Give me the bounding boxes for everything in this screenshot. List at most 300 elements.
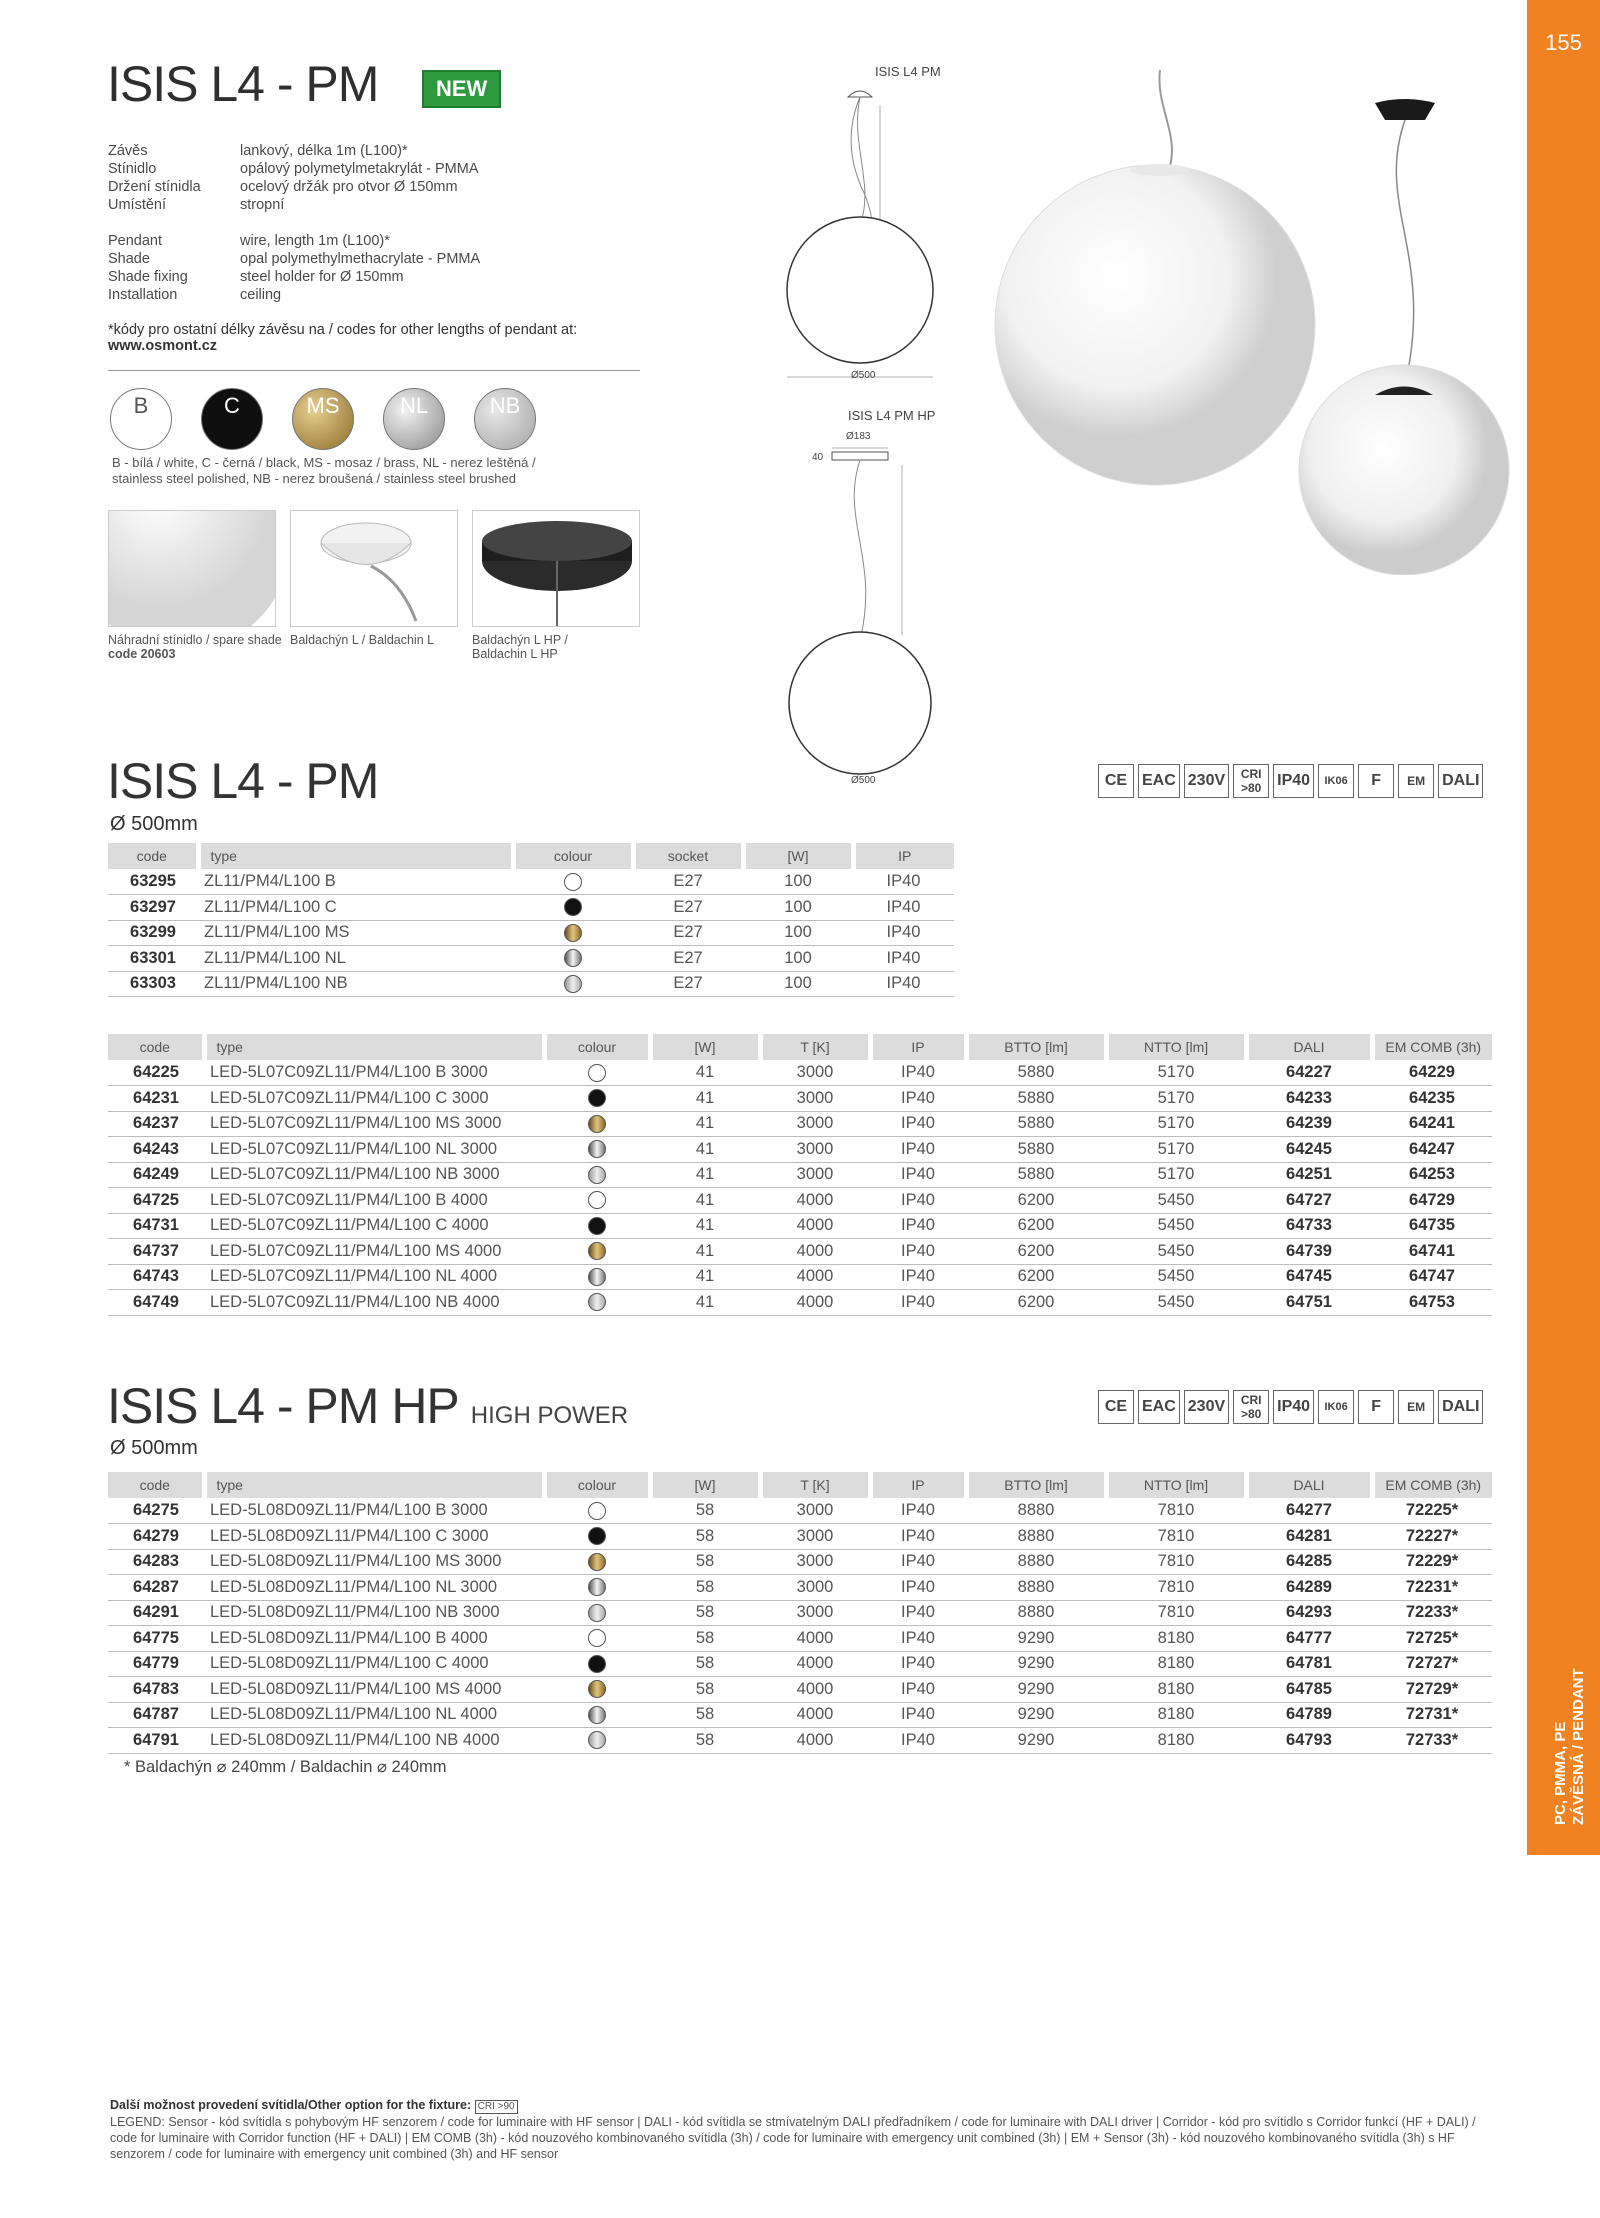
colour-swatch-icon [588, 1706, 606, 1724]
table-cell: IP40 [870, 1651, 966, 1677]
table-row [108, 1524, 1492, 1550]
spec-row: Umístění stropní [108, 197, 285, 213]
table-row [108, 920, 954, 946]
table-cell: 41 [650, 1060, 760, 1086]
table-cell: 5880 [966, 1137, 1106, 1163]
table-cell: ZL11/PM4/L100 NB [198, 971, 513, 997]
table-cell: 5170 [1106, 1162, 1246, 1188]
colour-swatch-icon [588, 1166, 606, 1184]
legend-text: LEGEND: Sensor - kód svítidla s pohybovým HF senzorem / code for luminaire with HF sensor | DALI - kód svítidla se stmívatelným DALI předřadníkem / code for luminaire with DALI driver | Corridor - kód pro svítidlo s Corridor funkcí (HF + DALI) / code for luminaire with Corridor function (HF + DALI) | EM COMB (3h) - kód nouzového kombinovaného svítidla (3h) / code for luminaire with emergency unit combined (3h) | EM + Sensor (3h) - kód nouzového kombinovaného svítidla (3h) s HF senzorem / code for luminaire with emergency unit combined (3h) and HF sensor [110, 2115, 1476, 2161]
colour-swatch-icon [588, 1502, 606, 1520]
col-header: code [108, 843, 198, 869]
ip-icon: IP40 [1273, 764, 1314, 798]
table-cell: 72229* [1372, 1549, 1492, 1575]
cert-icons-pm [1098, 764, 1483, 798]
table-cell: 64787 [108, 1702, 204, 1728]
colour-swatch-icon [588, 1293, 606, 1311]
table-cell: 5880 [966, 1111, 1106, 1137]
table-cell: 8180 [1106, 1677, 1246, 1703]
colour-swatch-icon [588, 1064, 606, 1082]
table-cell: IP40 [870, 1137, 966, 1163]
table-row [108, 1728, 1492, 1754]
table-cell: IP40 [870, 1600, 966, 1626]
colour-cell [544, 1188, 650, 1214]
table-cell: 9290 [966, 1728, 1106, 1754]
colour-cell [513, 920, 633, 946]
table-row [108, 1498, 1492, 1524]
table-cell: 5170 [1106, 1137, 1246, 1163]
table-cell: 7810 [1106, 1600, 1246, 1626]
table-cell: 64737 [108, 1239, 204, 1265]
table-cell: 64231 [108, 1086, 204, 1112]
table-cell: 7810 [1106, 1498, 1246, 1524]
table-cell: 7810 [1106, 1524, 1246, 1550]
table-cell: 63303 [108, 971, 198, 997]
f-mark-icon: F [1358, 1390, 1394, 1424]
col-header: type [198, 843, 513, 869]
table-cell: 5880 [966, 1162, 1106, 1188]
table-cell: IP40 [853, 920, 954, 946]
ce-icon: CE [1098, 764, 1134, 798]
table-cell: 4000 [760, 1264, 870, 1290]
drawing-hp-top-dim: Ø183 [846, 431, 871, 442]
table-cell: 58 [650, 1524, 760, 1550]
table-cell: 64777 [1246, 1626, 1372, 1652]
table-cell: 8180 [1106, 1728, 1246, 1754]
table-row [108, 1549, 1492, 1575]
table-cell: 7810 [1106, 1549, 1246, 1575]
table-cell: 64249 [108, 1162, 204, 1188]
table-cell: 72225* [1372, 1498, 1492, 1524]
table-cell: 64251 [1246, 1162, 1372, 1188]
table-cell: IP40 [853, 971, 954, 997]
col-header: colour [544, 1472, 650, 1498]
eac-icon: EAC [1138, 1390, 1180, 1424]
col-header: DALI [1246, 1472, 1372, 1498]
colour-cell [544, 1626, 650, 1652]
table-cell: 64749 [108, 1290, 204, 1316]
colour-swatch-icon [588, 1089, 606, 1107]
colour-cell [544, 1239, 650, 1265]
table-cell: IP40 [870, 1111, 966, 1137]
divider [108, 370, 640, 371]
table-cell: 72725* [1372, 1626, 1492, 1652]
table-cell: 100 [743, 920, 853, 946]
table-cell: IP40 [870, 1677, 966, 1703]
eac-icon: EAC [1138, 764, 1180, 798]
colour-swatch-icon [588, 1268, 606, 1286]
table-cell: 64285 [1246, 1549, 1372, 1575]
cert-icons-hp [1098, 1390, 1483, 1424]
table-cell: LED-5L07C09ZL11/PM4/L100 B 3000 [204, 1060, 544, 1086]
colour-cell [544, 1213, 650, 1239]
spare-shade-caption: Náhradní stínidlo / spare shade code 20603 [108, 633, 282, 661]
spec-row: Stínidlo opálový polymetylmetakrylát - PMMA [108, 161, 479, 177]
table-cell: 41 [650, 1290, 760, 1316]
table-cell: 5170 [1106, 1086, 1246, 1112]
table-cell: 64253 [1372, 1162, 1492, 1188]
spec-row: Shade opal polymethylmethacrylate - PMMA [108, 251, 481, 267]
colour-cell [544, 1677, 650, 1703]
col-header: IP [870, 1472, 966, 1498]
table-cell: 3000 [760, 1600, 870, 1626]
swatch-legend: B - bílá / white, C - černá / black, MS - mosaz / brass, NL - nerez leštěná / stainless steel polished, NB - nerez broušená / stainless steel brushed [112, 455, 536, 486]
table-cell: IP40 [870, 1702, 966, 1728]
table-cell: 58 [650, 1728, 760, 1754]
colour-swatch-icon [564, 898, 582, 916]
emergency-icon: EM [1398, 764, 1434, 798]
table-cell: 64291 [108, 1600, 204, 1626]
table-cell: 41 [650, 1111, 760, 1137]
drawing-hp-side-dim: 40 [812, 452, 824, 463]
table-cell: IP40 [853, 869, 954, 895]
ik-icon: IK06 [1318, 764, 1354, 798]
colour-swatch-icon [588, 1731, 606, 1749]
table-cell: 64791 [108, 1728, 204, 1754]
table-pm-led [108, 1034, 1492, 1316]
table-cell: 3000 [760, 1524, 870, 1550]
specs-cz [108, 142, 479, 214]
table-cell: 64783 [108, 1677, 204, 1703]
table-cell: 41 [650, 1137, 760, 1163]
table-cell: 41 [650, 1188, 760, 1214]
table-cell: IP40 [870, 1264, 966, 1290]
table-cell: ZL11/PM4/L100 B [198, 869, 513, 895]
colour-swatch-icon [588, 1680, 606, 1698]
table-cell: 64743 [108, 1264, 204, 1290]
table-cell: 4000 [760, 1677, 870, 1703]
table-cell: 8180 [1106, 1651, 1246, 1677]
colour-swatch-icon [564, 949, 582, 967]
specs-en [108, 232, 480, 304]
table-cell: 72727* [1372, 1651, 1492, 1677]
table-cell: LED-5L07C09ZL11/PM4/L100 C 3000 [204, 1086, 544, 1112]
table-cell: IP40 [870, 1060, 966, 1086]
col-header: BTTO [lm] [966, 1472, 1106, 1498]
colour-swatch-icon [588, 1578, 606, 1596]
table-cell: 4000 [760, 1239, 870, 1265]
table-cell: IP40 [870, 1162, 966, 1188]
col-header: colour [513, 843, 633, 869]
swatch-brass: MS [292, 388, 354, 450]
table-cell: 64781 [1246, 1651, 1372, 1677]
diameter-hp: Ø 500mm [110, 1437, 198, 1459]
col-header: [W] [650, 1034, 760, 1060]
table-cell: LED-5L07C09ZL11/PM4/L100 NL 4000 [204, 1264, 544, 1290]
table-cell: LED-5L08D09ZL11/PM4/L100 C 3000 [204, 1524, 544, 1550]
baldachin-l-caption: Baldachýn L / Baldachin L [290, 633, 435, 647]
table-pm-e27 [108, 843, 954, 997]
col-header: T [K] [760, 1472, 870, 1498]
colour-cell [513, 971, 633, 997]
table-cell: 3000 [760, 1086, 870, 1112]
table-cell: 63297 [108, 895, 198, 921]
side-label-line-2: ZÁVĚSNÁ / PENDANT [1570, 1668, 1587, 1825]
table-cell: 64289 [1246, 1575, 1372, 1601]
table-cell: 5450 [1106, 1290, 1246, 1316]
table-cell: IP40 [870, 1549, 966, 1575]
table-cell: 4000 [760, 1702, 870, 1728]
cri-icon: CRI >80 [1233, 1390, 1269, 1424]
table-cell: IP40 [870, 1498, 966, 1524]
colour-cell [544, 1498, 650, 1524]
colour-cell [544, 1111, 650, 1137]
colour-cell [544, 1575, 650, 1601]
table-cell: 5450 [1106, 1239, 1246, 1265]
table-cell: 64233 [1246, 1086, 1372, 1112]
table-row [108, 946, 954, 972]
table-cell: E27 [633, 946, 743, 972]
table-cell: ZL11/PM4/L100 NL [198, 946, 513, 972]
table-cell: 4000 [760, 1290, 870, 1316]
table-row [108, 971, 954, 997]
table-cell: 4000 [760, 1728, 870, 1754]
colour-swatch-icon [564, 873, 582, 891]
table-row [108, 869, 954, 895]
table-cell: 41 [650, 1086, 760, 1112]
table-cell: 4000 [760, 1626, 870, 1652]
table-cell: LED-5L08D09ZL11/PM4/L100 NL 3000 [204, 1575, 544, 1601]
colour-swatch-icon [588, 1191, 606, 1209]
colour-cell [544, 1524, 650, 1550]
table-cell: 63295 [108, 869, 198, 895]
table-cell: 3000 [760, 1549, 870, 1575]
dali-icon: DALI [1438, 764, 1483, 798]
table-cell: 8880 [966, 1498, 1106, 1524]
colour-cell [544, 1264, 650, 1290]
table-cell: 64235 [1372, 1086, 1492, 1112]
table-cell: 7810 [1106, 1575, 1246, 1601]
table-cell: 58 [650, 1651, 760, 1677]
table-cell: 64751 [1246, 1290, 1372, 1316]
table-cell: 64225 [108, 1060, 204, 1086]
table-cell: 6200 [966, 1188, 1106, 1214]
spec-row: Závěs lankový, délka 1m (L100)* [108, 143, 408, 159]
table-cell: 3000 [760, 1498, 870, 1524]
product-photo-hp [1295, 95, 1510, 575]
table-cell: 8880 [966, 1549, 1106, 1575]
table-cell: 100 [743, 869, 853, 895]
table-cell: LED-5L08D09ZL11/PM4/L100 B 3000 [204, 1498, 544, 1524]
table-cell: LED-5L07C09ZL11/PM4/L100 NL 3000 [204, 1137, 544, 1163]
table-cell: 72733* [1372, 1728, 1492, 1754]
table-cell: 4000 [760, 1651, 870, 1677]
emergency-icon: EM [1398, 1390, 1434, 1424]
table-cell: IP40 [870, 1239, 966, 1265]
table-cell: 64733 [1246, 1213, 1372, 1239]
table-cell: 3000 [760, 1060, 870, 1086]
table-cell: 6200 [966, 1239, 1106, 1265]
table-cell: 64237 [108, 1111, 204, 1137]
voltage-icon: 230V [1184, 1390, 1229, 1424]
table-cell: 8880 [966, 1524, 1106, 1550]
table-cell: LED-5L08D09ZL11/PM4/L100 NL 4000 [204, 1702, 544, 1728]
swatch-steel-polished: NL [383, 388, 445, 450]
table-cell: IP40 [870, 1524, 966, 1550]
spec-row: Držení stínidla ocelový držák pro otvor Ø 150mm [108, 179, 458, 195]
col-header: IP [853, 843, 954, 869]
table-cell: LED-5L08D09ZL11/PM4/L100 C 4000 [204, 1651, 544, 1677]
col-header: EM COMB (3h) [1372, 1034, 1492, 1060]
table-row [108, 1626, 1492, 1652]
table-cell: IP40 [870, 1728, 966, 1754]
table-cell: 100 [743, 895, 853, 921]
table-cell: 64727 [1246, 1188, 1372, 1214]
table-cell: IP40 [870, 1626, 966, 1652]
section-subtitle-hp: HIGH POWER [470, 1402, 629, 1429]
colour-cell [513, 895, 633, 921]
swatch-steel-brushed: NB [474, 388, 536, 450]
table-cell: 64729 [1372, 1188, 1492, 1214]
table-cell: 64227 [1246, 1060, 1372, 1086]
table-cell: 64243 [108, 1137, 204, 1163]
table-cell: 8180 [1106, 1702, 1246, 1728]
table-cell: IP40 [870, 1213, 966, 1239]
table-cell: 72227* [1372, 1524, 1492, 1550]
table-cell: 64739 [1246, 1239, 1372, 1265]
colour-cell [544, 1702, 650, 1728]
colour-swatch-icon [588, 1140, 606, 1158]
colour-cell [513, 946, 633, 972]
col-header: NTTO [lm] [1106, 1034, 1246, 1060]
table-cell: 3000 [760, 1162, 870, 1188]
table-cell: 64293 [1246, 1600, 1372, 1626]
table-cell: ZL11/PM4/L100 MS [198, 920, 513, 946]
table-cell: E27 [633, 869, 743, 895]
table-cell: E27 [633, 920, 743, 946]
table-cell: 5450 [1106, 1264, 1246, 1290]
product-photo-pm [985, 70, 1325, 590]
colour-cell [544, 1162, 650, 1188]
table-cell: 64731 [108, 1213, 204, 1239]
table-cell: 3000 [760, 1111, 870, 1137]
table-cell: LED-5L08D09ZL11/PM4/L100 MS 3000 [204, 1549, 544, 1575]
table-row [108, 1213, 1492, 1239]
table-cell: 6200 [966, 1264, 1106, 1290]
colour-swatch-icon [564, 924, 582, 942]
table-row [108, 1239, 1492, 1265]
table-cell: 4000 [760, 1188, 870, 1214]
colour-cell [544, 1600, 650, 1626]
table-row [108, 1290, 1492, 1316]
table-row [108, 1137, 1492, 1163]
col-header: DALI [1246, 1034, 1372, 1060]
col-header: T [K] [760, 1034, 870, 1060]
spec-row: Shade fixing steel holder for Ø 150mm [108, 269, 404, 285]
table-cell: 5170 [1106, 1111, 1246, 1137]
table-cell: 8180 [1106, 1626, 1246, 1652]
baldachin-l-hp-caption: Baldachýn L HP / Baldachin L HP [472, 633, 568, 661]
table-cell: 64277 [1246, 1498, 1372, 1524]
table-cell: 9290 [966, 1651, 1106, 1677]
cri-icon: CRI >80 [1233, 764, 1269, 798]
table-cell: 64747 [1372, 1264, 1492, 1290]
table-cell: 64241 [1372, 1111, 1492, 1137]
colour-swatch-icon [588, 1242, 606, 1260]
table-cell: LED-5L07C09ZL11/PM4/L100 NB 4000 [204, 1290, 544, 1316]
col-header: type [204, 1472, 544, 1498]
new-badge: NEW [422, 70, 501, 108]
table-cell: 3000 [760, 1137, 870, 1163]
colour-swatch-icon [588, 1217, 606, 1235]
table-row [108, 1162, 1492, 1188]
col-header: colour [544, 1034, 650, 1060]
table-cell: 64275 [108, 1498, 204, 1524]
table-cell: 9290 [966, 1702, 1106, 1728]
side-category-label [1552, 1585, 1588, 1825]
table-cell: 64753 [1372, 1290, 1492, 1316]
spare-shade-image [108, 510, 276, 627]
table-cell: IP40 [870, 1290, 966, 1316]
table-cell: 64725 [108, 1188, 204, 1214]
table-cell: 58 [650, 1575, 760, 1601]
table-cell: 6200 [966, 1290, 1106, 1316]
table-cell: LED-5L08D09ZL11/PM4/L100 NB 4000 [204, 1728, 544, 1754]
table-row [108, 1264, 1492, 1290]
colour-swatch-icon [588, 1527, 606, 1545]
table-cell: 64745 [1246, 1264, 1372, 1290]
table-cell: IP40 [870, 1575, 966, 1601]
table-cell: IP40 [853, 895, 954, 921]
table-cell: 64279 [108, 1524, 204, 1550]
colour-swatch-icon [588, 1655, 606, 1673]
section-title-hp: ISIS L4 - PM HP HIGH POWER [107, 1378, 629, 1434]
table-cell: 64281 [1246, 1524, 1372, 1550]
colour-swatch-icon [588, 1629, 606, 1647]
baldachin-footnote: * Baldachýn ⌀ 240mm / Baldachin ⌀ 240mm [124, 1758, 447, 1776]
ik-icon: IK06 [1318, 1390, 1354, 1424]
drawing-hp [780, 440, 940, 780]
colour-cell [544, 1060, 650, 1086]
drawing-hp-label: ISIS L4 PM HP [848, 408, 936, 423]
colour-swatch-icon [588, 1553, 606, 1571]
table-cell: IP40 [853, 946, 954, 972]
colour-cell [544, 1086, 650, 1112]
col-header: socket [633, 843, 743, 869]
ip-icon: IP40 [1273, 1390, 1314, 1424]
table-cell: 72731* [1372, 1702, 1492, 1728]
table-cell: LED-5L07C09ZL11/PM4/L100 MS 3000 [204, 1111, 544, 1137]
page-number: 155 [1545, 30, 1582, 55]
col-header: [W] [743, 843, 853, 869]
table-cell: LED-5L08D09ZL11/PM4/L100 NB 3000 [204, 1600, 544, 1626]
table-cell: 41 [650, 1239, 760, 1265]
table-cell: 4000 [760, 1213, 870, 1239]
colour-swatch-icon [588, 1115, 606, 1133]
table-cell: 58 [650, 1677, 760, 1703]
table-row [108, 1111, 1492, 1137]
table-cell: LED-5L07C09ZL11/PM4/L100 MS 4000 [204, 1239, 544, 1265]
table-cell: 72233* [1372, 1600, 1492, 1626]
side-tab [1527, 0, 1600, 1855]
voltage-icon: 230V [1184, 764, 1229, 798]
table-cell: 41 [650, 1162, 760, 1188]
table-cell: 64287 [108, 1575, 204, 1601]
table-cell: 41 [650, 1213, 760, 1239]
col-header: IP [870, 1034, 966, 1060]
colour-cell [544, 1290, 650, 1316]
table-cell: 64229 [1372, 1060, 1492, 1086]
col-header: [W] [650, 1472, 760, 1498]
colour-cell [544, 1651, 650, 1677]
table-cell: 64735 [1372, 1213, 1492, 1239]
table-cell: 64741 [1372, 1239, 1492, 1265]
col-header: type [204, 1034, 544, 1060]
table-cell: 5880 [966, 1086, 1106, 1112]
table-row [108, 1651, 1492, 1677]
table-cell: 100 [743, 971, 853, 997]
website-link[interactable]: www.osmont.cz [108, 338, 218, 354]
